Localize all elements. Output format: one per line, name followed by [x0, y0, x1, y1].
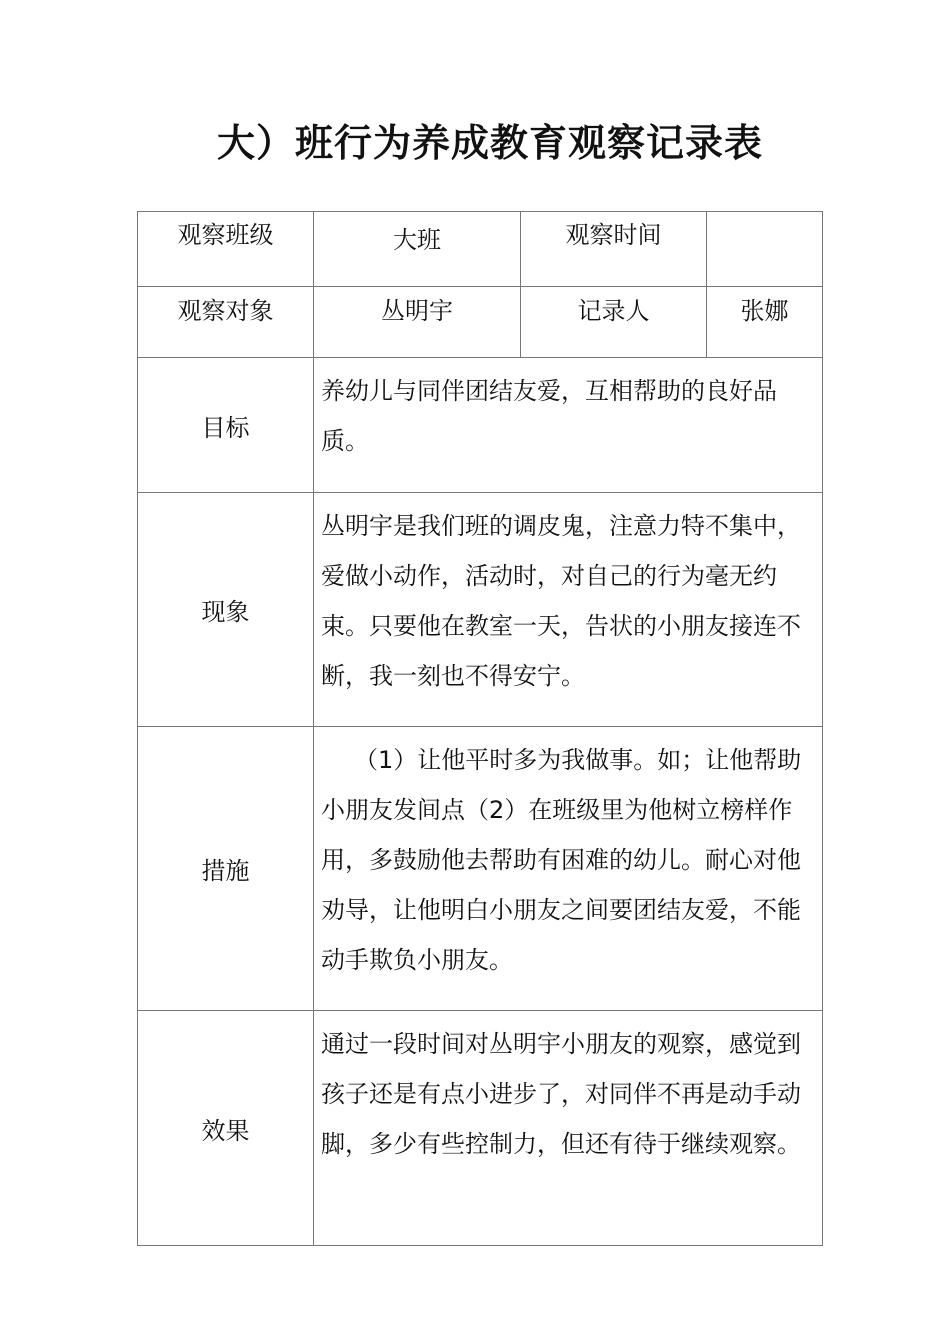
header-row-class-time	[138, 212, 823, 287]
phenomenon-text: 丛明宇是我们班的调皮鬼，注意力特不集中，爱做小动作，活动时，对自己的行为毫无约束。只要他在教室一天，告状的小朋友接连不断，我一刻也不得安宁。	[314, 493, 823, 727]
document-title: 大）班行为养成教育观察记录表	[216, 121, 763, 165]
recorder-value: 张娜	[707, 287, 823, 358]
measures-text: （1）让他平时多为我做事。如；让他帮助小朋友发间点（2）在班级里为他树立榜样作用，多鼓励他去帮助有困难的幼儿。耐心对他劝导，让他明白小朋友之间要团结友爱，不能动手欺负小朋友。	[321, 746, 802, 974]
effect-row	[138, 1011, 823, 1246]
measures-row	[138, 727, 823, 1011]
header-row-subject-recorder	[138, 287, 823, 358]
subject-value: 丛明宇	[314, 287, 521, 358]
recorder-label: 记录人	[521, 287, 707, 358]
effect-text: 通过一段时间对丛明宇小朋友的观察，感觉到孩子还是有点小进步了，对同伴不再是动手动脚，多少有些控制力，但还有待于继续观察。	[314, 1011, 823, 1246]
goal-label: 目标	[138, 358, 314, 493]
time-label: 观察时间	[521, 212, 707, 287]
effect-label: 效果	[138, 1011, 314, 1246]
class-value: 大班	[314, 212, 521, 287]
observation-record-table	[137, 211, 823, 1246]
phenomenon-label: 现象	[138, 493, 314, 727]
goal-text: 养幼儿与同伴团结友爱，互相帮助的良好品质。	[314, 358, 823, 493]
phenomenon-row	[138, 493, 823, 727]
measures-cell	[314, 727, 823, 1011]
goal-row	[138, 358, 823, 493]
subject-label: 观察对象	[138, 287, 314, 358]
measures-label: 措施	[138, 727, 314, 1011]
time-value	[707, 212, 823, 287]
class-label: 观察班级	[138, 212, 314, 287]
